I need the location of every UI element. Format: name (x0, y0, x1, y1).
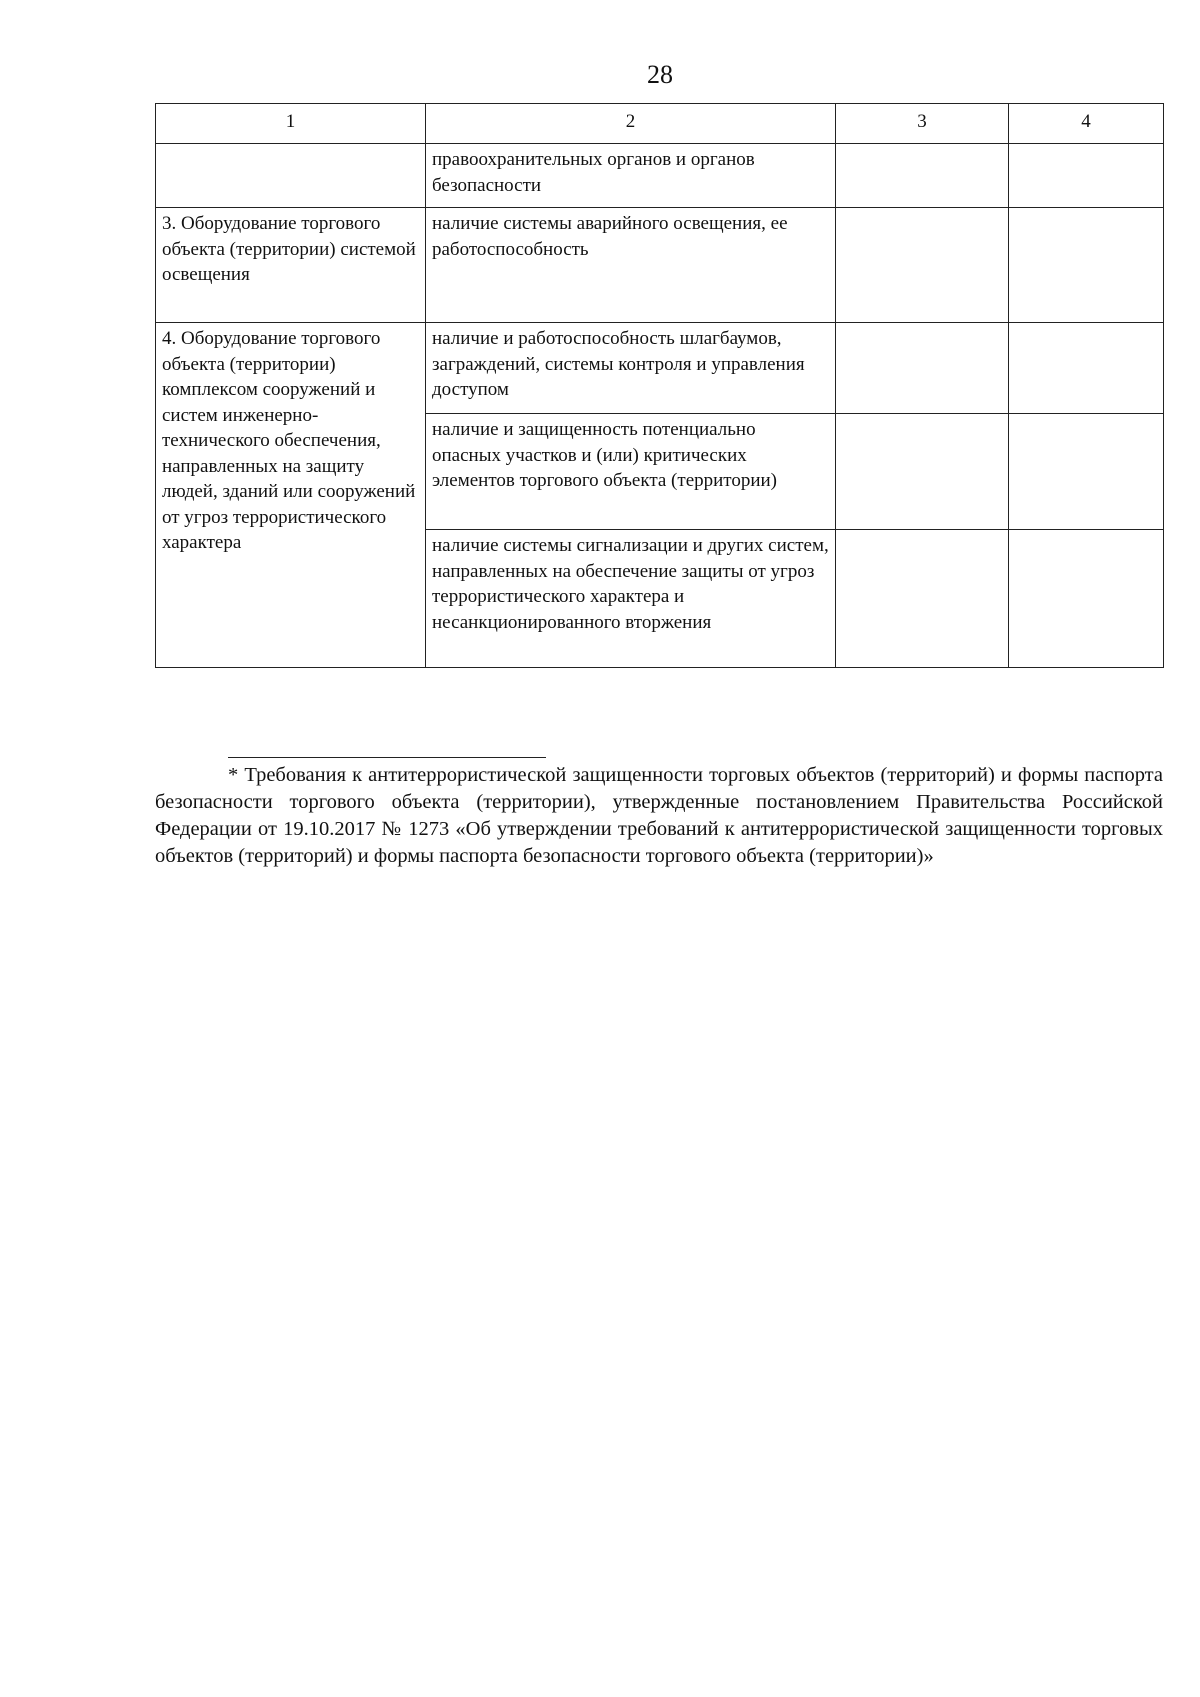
empty-cell (836, 144, 1009, 208)
criterion-cell: наличие и защищенность потенциально опасных участков и (или) критических элементов торгового объекта (территории) (426, 414, 836, 530)
footnote-text: * Требования к антитеррористической защищенности торговых объектов (территорий) и формы паспорта безопасности торгового объекта (территории), утвержденные постановлением Правительства Российской Федерации от 19.10.2017 № 1273 «Об утверждении требований к антитеррористической защищенности торговых объектов (территорий) и формы паспорта безопасности торгового объекта (территории)» (155, 764, 1163, 867)
column-header: 3 (836, 104, 1009, 144)
empty-cell (1009, 323, 1164, 414)
criterion-cell: наличие системы сигнализации и других систем, направленных на обеспечение защиты от угроз террористического характера и несанкционированного вторжения (426, 530, 836, 668)
criterion-cell: наличие и работоспособность шлагбаумов, заграждений, системы контроля и управления доступом (426, 323, 836, 414)
checklist-table (155, 103, 1164, 668)
requirement-cell (156, 144, 426, 208)
table-header-row (156, 104, 1164, 144)
empty-cell (836, 530, 1009, 668)
footnote-separator (228, 757, 546, 758)
table-row (156, 323, 1164, 414)
empty-cell (836, 208, 1009, 323)
requirement-cell: 3. Оборудование торгового объекта (территории) системой освещения (156, 208, 426, 323)
requirement-cell: 4. Оборудование торгового объекта (территории) комплексом сооружений и систем инженерно-технического обеспечения, направленных на защиту людей, зданий или сооружений от угроз террористического характера (156, 323, 426, 668)
empty-cell (1009, 208, 1164, 323)
column-header: 2 (426, 104, 836, 144)
column-header: 4 (1009, 104, 1164, 144)
table-row (156, 208, 1164, 323)
column-header: 1 (156, 104, 426, 144)
page-number: 28 (647, 60, 673, 89)
empty-cell (836, 323, 1009, 414)
criterion-cell: правоохранительных органов и органов безопасности (426, 144, 836, 208)
empty-cell (1009, 530, 1164, 668)
table-row (156, 144, 1164, 208)
criterion-cell: наличие системы аварийного освещения, ее работоспособность (426, 208, 836, 323)
empty-cell (836, 414, 1009, 530)
empty-cell (1009, 144, 1164, 208)
empty-cell (1009, 414, 1164, 530)
